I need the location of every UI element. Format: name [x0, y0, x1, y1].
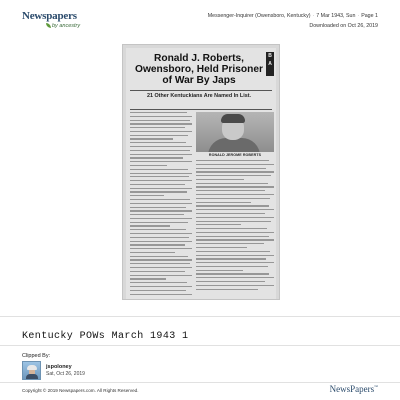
- newspaper-clipping-image[interactable]: [122, 44, 280, 300]
- clipped-by-label: Clipped By:: [22, 353, 51, 359]
- soldier-photo: [196, 112, 274, 152]
- clipping-side-tag: B A: [266, 52, 274, 76]
- leaf-icon: [46, 23, 51, 28]
- article-text-column-right: [196, 160, 274, 300]
- headline-rule: [130, 90, 272, 91]
- user-avatar[interactable]: [22, 361, 41, 380]
- footer-logo-text: NewsPapers: [329, 384, 375, 394]
- clipping-source-info: [208, 11, 378, 31]
- source-line: Messenger-Inquirer (Owensboro, Kentucky) · 7 Mar 1943, Sun · Page 1: [207, 13, 378, 19]
- trademark-mark: ™: [374, 384, 378, 389]
- clipping-subhead: 21 Other Kentuckians Are Named In List.: [146, 93, 252, 99]
- download-date: Downloaded on Oct 26, 2019: [309, 23, 378, 29]
- clipped-date: Sat, Oct 26, 2019: [46, 371, 85, 377]
- photo-caption: RONALD JEROME ROBERTS: [208, 153, 262, 157]
- newspapers-logo[interactable]: [22, 10, 84, 34]
- user-name-link[interactable]: jspoloney: [46, 364, 72, 370]
- logo-subtext: by ancestry: [52, 23, 81, 29]
- divider-bottom: [0, 382, 400, 383]
- clipping-headline: Ronald J. Roberts, Owensboro, Held Prisoner of War By Japs: [135, 53, 263, 86]
- footer-newspapers-logo[interactable]: [330, 384, 378, 394]
- divider-middle: [0, 345, 400, 346]
- publication-date: 7 Mar 1943, Sun: [316, 13, 356, 19]
- divider-top: [0, 316, 400, 317]
- logo-text: Newspapers: [22, 10, 77, 22]
- publication-name: Messenger-Inquirer (Owensboro, Kentucky): [207, 13, 311, 19]
- subhead-rule: [130, 109, 272, 110]
- clipping-title: Kentucky POWs March 1943 1: [22, 331, 189, 342]
- copyright-text: Copyright © 2019 Newspapers.com. All Rights Reserved.: [22, 388, 139, 393]
- clipping-paper: [126, 48, 276, 299]
- page-number: Page 1: [361, 13, 378, 19]
- article-text-column-left: [130, 112, 192, 300]
